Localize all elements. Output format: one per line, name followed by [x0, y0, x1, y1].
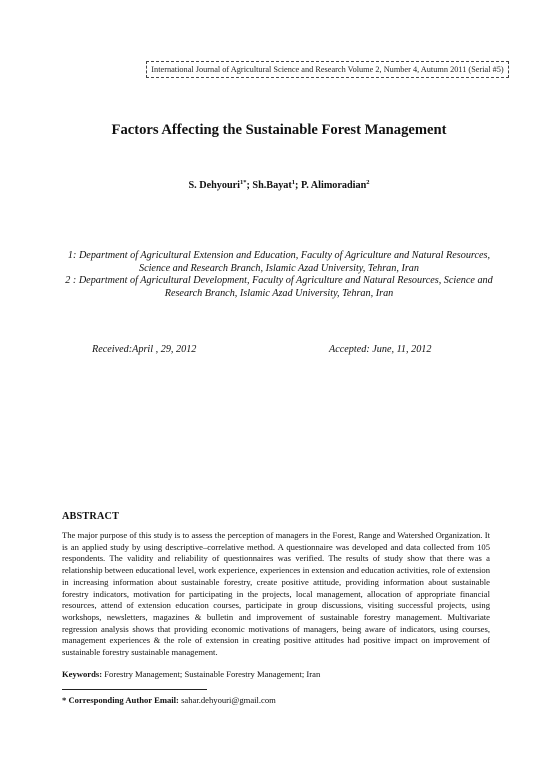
journal-header-text: International Journal of Agricultural Science and Research Volume 2, Number 4, Autumn 2011 (Serial #5) — [151, 65, 504, 74]
keywords-text: Forestry Management; Sustainable Forestry Management; Iran — [102, 669, 321, 679]
abstract-heading: ABSTRACT — [62, 511, 120, 522]
keywords-label: Keywords: — [62, 669, 103, 679]
abstract-body: The major purpose of this study is to assess the perception of managers in the Forest, Range and Watershed Organization. It is an applied study by using descriptive–correlative method. A questionnaire was developed and data collected from 105 respondents. The validity and reliability of questionnaires was verified. The results of study show that there was a relationship between educational level, work experience, experiences in extension and education activities, role of extension in increasing information about sustainable forestry, create positive attitude, providing information about sustainable forestry indicators, motivation for participating in the projects, local management, allocation of appropriate financial resources, attend of extension education courses, participate in group discussions, visiting successful projects, using workshops, newsletters, magazines & bulletin and improvement of sustainable forestry management. Multivariate regression analysis shows that providing economic motivations of managers, being aware of indicators, using courses, management experiences & the role of extension in creating positive attitudes had positive impact on improvement of sustainable forestry sustainable management. — [62, 530, 490, 658]
paper-title: Factors Affecting the Sustainable Forest Management — [111, 122, 447, 138]
author-affiliation-mark: 1* — [239, 179, 247, 186]
author-list — [40, 180, 518, 191]
corresponding-author-footnote — [62, 695, 276, 705]
keywords — [62, 669, 490, 679]
author-name: P. Alimoradian — [300, 180, 367, 191]
footnote-divider — [62, 689, 207, 690]
author-name: S. Dehyouri — [188, 180, 240, 191]
footnote-email: sahar.dehyouri@gmail.com — [178, 695, 276, 705]
author-affiliation-mark: 2 — [366, 179, 370, 186]
journal-header — [146, 61, 509, 78]
received-date: Received:April , 29, 2012 — [92, 344, 197, 355]
author-separator: ; — [295, 180, 301, 191]
affiliation-item: 1: Department of Agricultural Extension and Education, Faculty of Agriculture and Natural Resources, Science and Research Branch, Islamic Azad University, Tehran, Iran — [67, 250, 491, 274]
footnote-label: * Corresponding Author Email: — [62, 695, 179, 705]
affiliations — [64, 250, 494, 300]
accepted-date: Accepted: June, 11, 2012 — [329, 344, 432, 355]
affiliation-item: 2 : Department of Agricultural Development, Faculty of Agriculture and Natural Resources, Science and Research Branch, Islamic Azad University, Tehran, Iran — [65, 275, 493, 299]
author-separator: ; — [246, 180, 253, 191]
author-name: Sh.Bayat — [252, 180, 292, 191]
author-affiliation-mark: 1 — [291, 179, 296, 186]
